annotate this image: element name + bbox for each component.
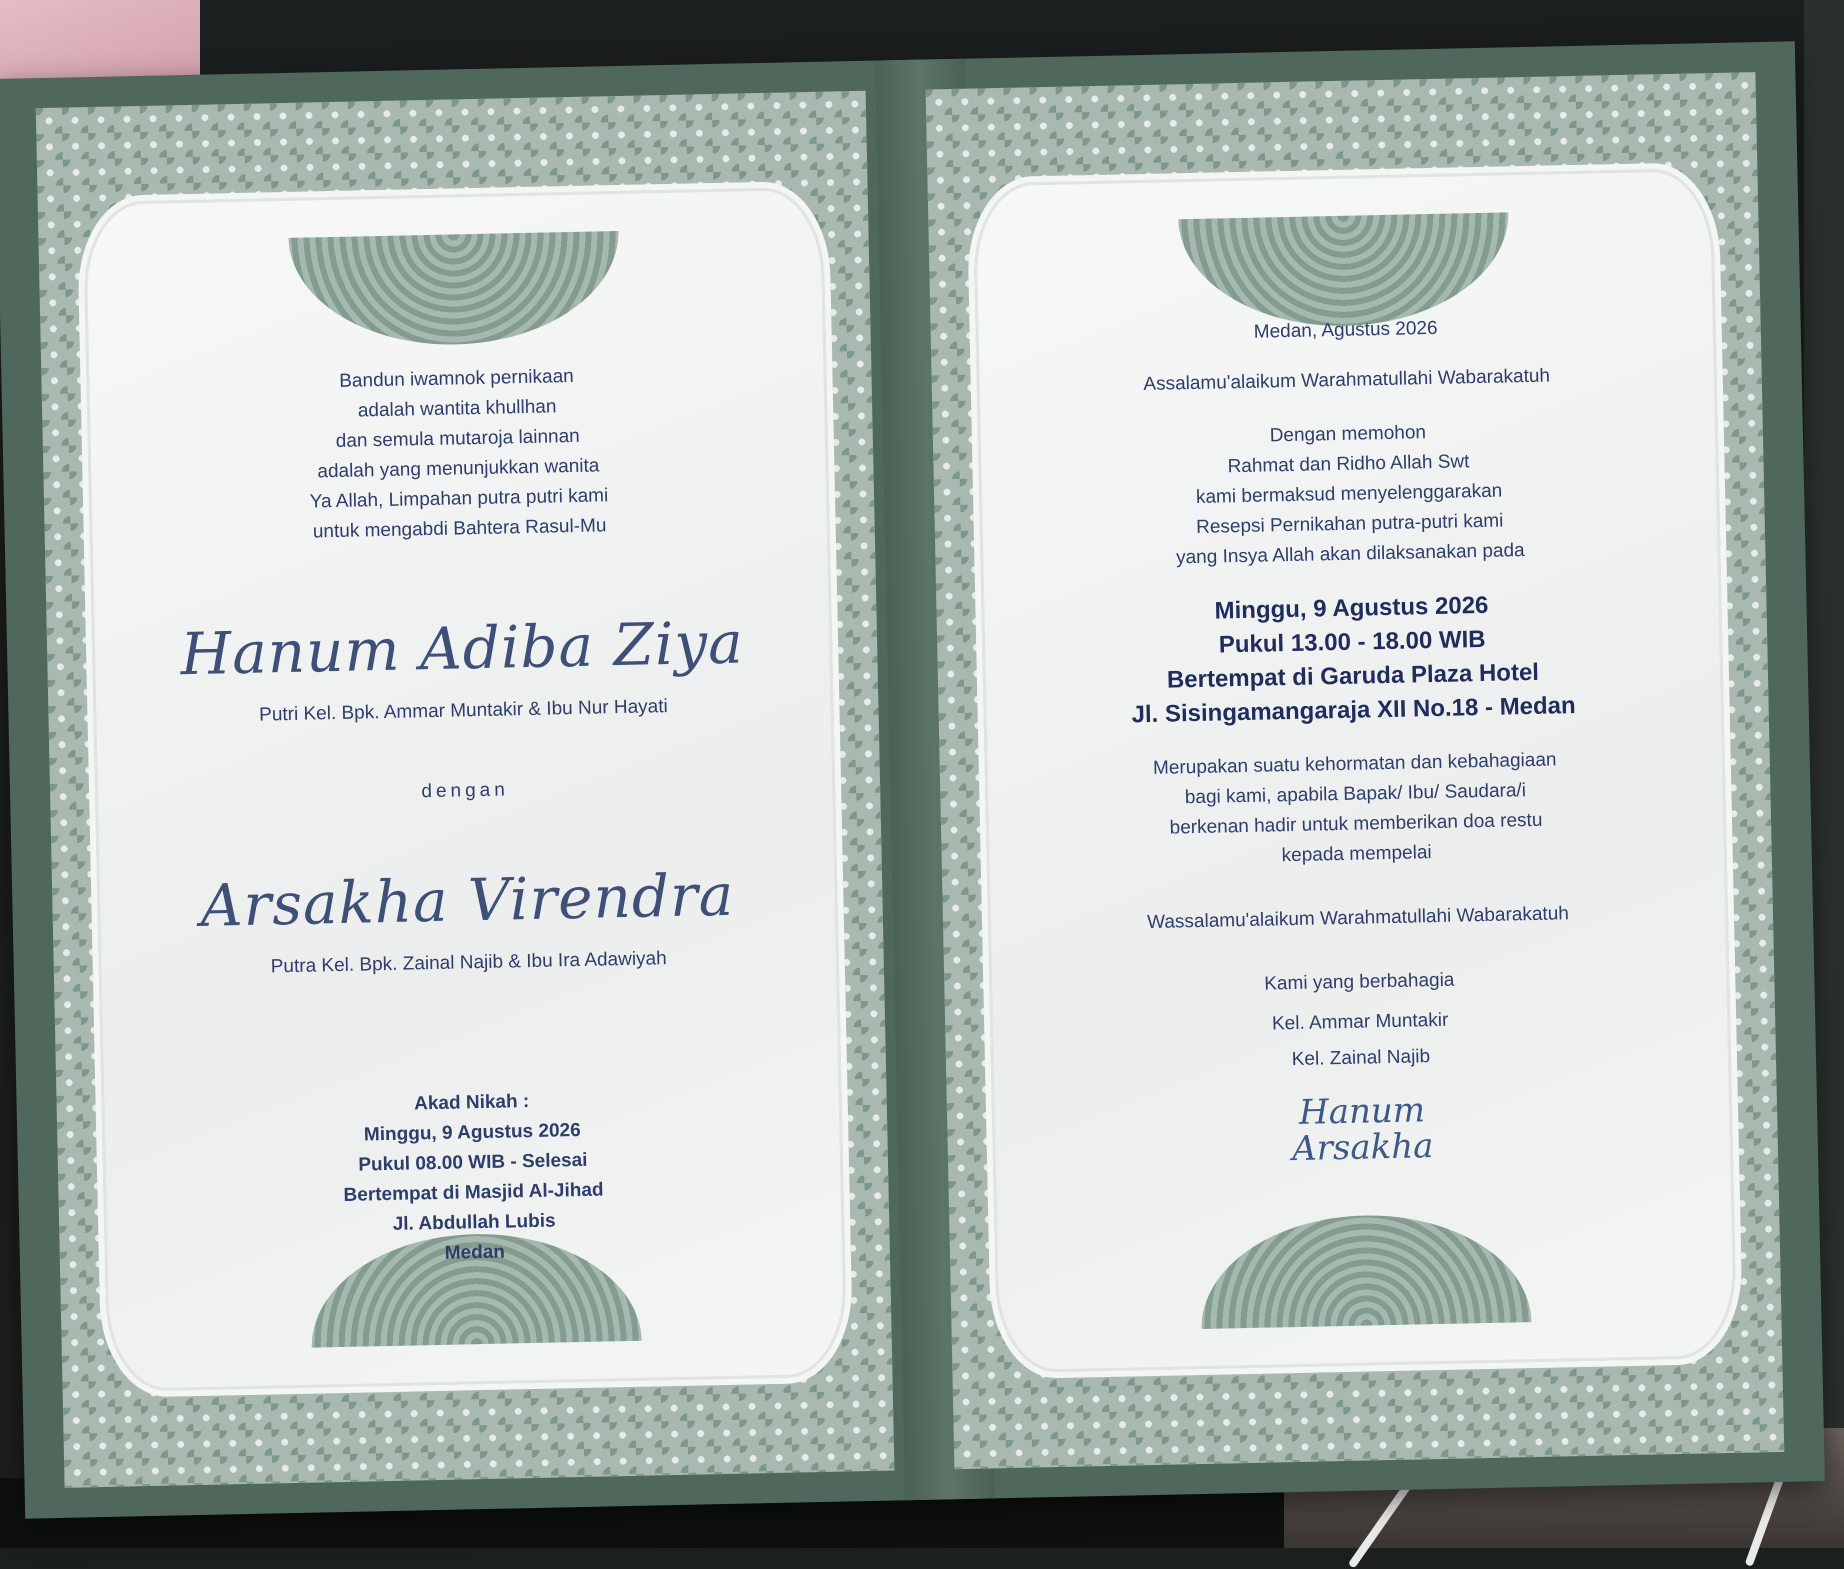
bride-name: Hanum Adiba Ziya — [179, 608, 745, 689]
intro-line: Resepsi Pernikahan putra-putri kami — [1195, 510, 1504, 538]
reception-details — [1041, 585, 1664, 734]
closing-line: Merupakan suatu kehormatan dan kebahagiaan — [1152, 749, 1557, 779]
intro-line: Rahmat dan Ridho Allah Swt — [1227, 451, 1470, 478]
family-bride: Kel. Ammar Muntakir — [1271, 1009, 1449, 1035]
event-line: Pukul 13.00 - 18.00 WIB — [1218, 625, 1486, 659]
akad-line: Minggu, 9 Agustus 2026 — [363, 1119, 581, 1146]
event-line: Jl. Sisingamangaraja XII No.18 - Medan — [1131, 692, 1576, 729]
groom-name: Arsakha Virendra — [199, 860, 735, 940]
monogram-groom: Arsakha — [1291, 1126, 1434, 1170]
closing-line: bagi kami, apabila Bapak/ Ibu/ Saudara/i — [1184, 780, 1527, 809]
left-page-frame — [83, 187, 848, 1392]
intro-line: yang Insya Allah akan dilaksanakan pada — [1175, 540, 1525, 569]
family-groom: Kel. Zainal Najib — [1291, 1046, 1431, 1071]
akad-line: Jl. Abdullah Lubis — [392, 1210, 556, 1235]
mandala-ornament-top — [289, 231, 621, 348]
monogram — [1052, 1087, 1673, 1172]
closing-line: berkenan hadir untuk memberikan doa restu — [1169, 809, 1543, 839]
verse — [146, 358, 770, 551]
right-page-content — [1035, 309, 1674, 1242]
farewell: Wassalamu'alaikum Warahmatullahi Wabarakatuh — [1146, 903, 1570, 934]
connector-text: dengan — [421, 779, 510, 803]
verse-line: adalah wantita khullhan — [357, 396, 557, 422]
intro — [1038, 413, 1661, 576]
verse-line: dan semula mutaroja lainnan — [335, 425, 580, 452]
left-page — [36, 91, 895, 1488]
verse-line: Bandun iwamnok pernikaan — [339, 365, 574, 392]
invitation-card — [0, 41, 1825, 1518]
bride-parents: Putri Kel. Bpk. Ammar Muntakir & Ibu Nur Hayati — [258, 696, 668, 726]
mandala-ornament-top — [1178, 212, 1510, 329]
groom-parents: Putra Kel. Bpk. Zainal Najib & Ibu Ira Adawiyah — [270, 948, 667, 978]
verse-line: untuk mengabdi Bahtera Rasul-Mu — [312, 515, 607, 543]
signoff: Kami yang berbahagia — [1264, 969, 1455, 995]
akad-line: Bertempat di Masjid Al-Jihad — [343, 1179, 604, 1206]
greeting: Assalamu'alaikum Warahmatullahi Wabarakatuh — [1143, 365, 1551, 396]
akad-line: Akad Nikah : — [413, 1091, 530, 1115]
right-page-frame — [973, 168, 1738, 1373]
right-page — [926, 72, 1785, 1469]
event-line: Bertempat di Garuda Plaza Hotel — [1166, 658, 1540, 694]
intro-line: kami bermaksud menyelenggarakan — [1195, 480, 1503, 508]
akad-line: Pukul 08.00 WIB - Selesai — [358, 1149, 588, 1176]
closing — [1045, 743, 1667, 876]
akad-line: Medan — [444, 1241, 506, 1264]
akad-details — [161, 1082, 785, 1275]
intro-line: Dengan memohon — [1269, 422, 1427, 447]
event-line: Minggu, 9 Agustus 2026 — [1214, 591, 1489, 625]
closing-line: kepada mempelai — [1281, 842, 1432, 867]
verse-line: Ya Allah, Limpahan putra putri kami — [309, 485, 609, 513]
verse-line: adalah yang menunjukkan wanita — [317, 455, 600, 483]
left-page-content — [146, 358, 785, 1264]
monogram-bride: Hanum — [1298, 1090, 1426, 1133]
date-line: Medan, Agustus 2026 — [1253, 317, 1438, 343]
